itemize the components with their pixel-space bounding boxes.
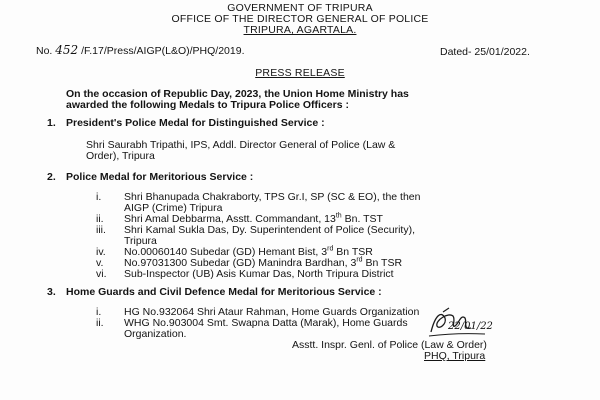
section-2-item-6: Sub-Inspector (UB) Asis Kumar Das, North Tripura District (124, 268, 394, 280)
section-2-item-5-roman: v. (96, 257, 104, 269)
section-2-item-3-roman: iii. (96, 224, 106, 236)
section-3-item-1-roman: i. (96, 306, 102, 318)
section-2-item-1-roman: i. (96, 191, 102, 203)
section-3-number: 3. (47, 286, 56, 298)
section-2-item-6-roman: vi. (96, 268, 107, 280)
section-2-item-3-line-1: Shri Kamal Sukla Das, Dy. Superintendent of Police (Security), (124, 224, 416, 236)
reference-prefix: No. (36, 45, 53, 57)
section-2-item-2-roman: ii. (96, 213, 104, 225)
signature-handwritten-date: 22/01/22 (448, 321, 493, 332)
section-3-item-2-line-2: Organization. (124, 328, 187, 340)
header-office: OFFICE OF THE DIRECTOR GENERAL OF POLICE (171, 13, 429, 25)
header-government: GOVERNMENT OF TRIPURA (227, 2, 373, 14)
section-2-item-4-roman: iv. (96, 246, 106, 258)
signature-office: PHQ, Tripura (424, 350, 486, 362)
press-release-title: PRESS RELEASE (255, 67, 345, 79)
intro-line-2: awarded the following Medals to Tripura Police Officers : (66, 99, 349, 111)
section-1-heading: President's Police Medal for Distinguished Service : (66, 117, 325, 129)
section-3-heading: Home Guards and Civil Defence Medal for Meritorious Service : (66, 286, 382, 298)
section-2-item-5: No.97031300 Subedar (GD) Manindra Bardhan, 3rd Bn TSR (124, 256, 403, 269)
section-2-item-1-line-1: Shri Bhanupada Chakraborty, TPS Gr.I, SP (SC & EO), the then (124, 191, 421, 203)
section-2-item-2: Shri Amal Debbarma, Asstt. Commandant, 13th Bn. TST (124, 212, 383, 225)
section-3-item-2-line-1: WHG No.903004 Smt. Swapna Datta (Marak), Home Guards (124, 317, 408, 329)
section-2-item-4: No.00060140 Subedar (GD) Hemant Bist, 3rd Bn TSR (124, 245, 373, 258)
reference-handwritten-number: 452 (55, 43, 79, 57)
section-2-heading: Police Medal for Meritorious Service : (66, 171, 254, 183)
reference-date: Dated- 25/01/2022. (440, 46, 530, 58)
section-2-item-1-line-2: AIGP (Crime) Tripura (124, 202, 223, 214)
reference-number (36, 44, 245, 57)
section-2-number: 2. (47, 171, 56, 183)
section-1-line-1: Shri Saurabh Tripathi, IPS, Addl. Director General of Police (Law & (86, 139, 396, 151)
section-3-item-1: HG No.932064 Shri Ataur Rahman, Home Guards Organization (124, 306, 420, 318)
intro-line-1: On the occasion of Republic Day, 2023, the Union Home Ministry has (66, 88, 409, 100)
section-1-line-2: Order), Tripura (86, 150, 155, 162)
section-2-item-3-line-2: Tripura (124, 235, 157, 247)
section-1-number: 1. (47, 117, 56, 129)
header-location: TRIPURA, AGARTALA. (243, 24, 357, 36)
signature-designation: Asstt. Inspr. Genl. of Police (Law & Order) (292, 339, 487, 351)
reference-suffix: /F.17/Press/AIGP(L&O)/PHQ/2019. (81, 45, 245, 57)
section-3-item-2-roman: ii. (96, 317, 104, 329)
